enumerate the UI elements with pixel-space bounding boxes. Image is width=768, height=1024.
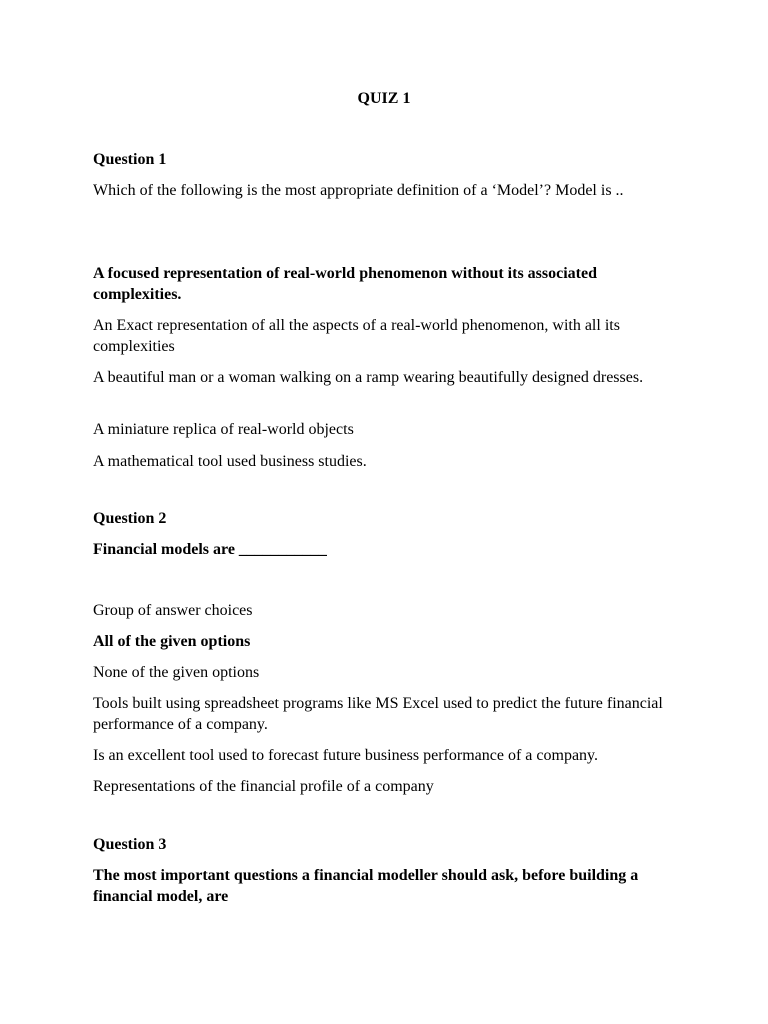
question-2-stem: Financial models are ___________ bbox=[93, 541, 327, 558]
question-3-stem: The most important questions a financial modeller should ask, before building a financial model, are bbox=[93, 867, 639, 905]
quiz-title: QUIZ 1 bbox=[357, 90, 411, 107]
question-2-option-5: Representations of the financial profile of a company bbox=[93, 778, 434, 795]
question-1-option-2: An Exact representation of all the aspects of a real-world phenomenon, with all its complexities bbox=[93, 317, 620, 355]
question-3-heading: Question 3 bbox=[93, 836, 167, 853]
question-1-option-4: A miniature replica of real-world objects bbox=[93, 421, 354, 438]
question-2-group-label: Group of answer choices bbox=[93, 602, 253, 619]
question-1-option-3: A beautiful man or a woman walking on a ramp wearing beautifully designed dresses. bbox=[93, 369, 644, 386]
question-1-stem: Which of the following is the most appropriate definition of a ‘Model’? Model is .. bbox=[93, 182, 624, 199]
question-2-option-1: All of the given options bbox=[93, 633, 251, 650]
question-2-option-4: Is an excellent tool used to forecast future business performance of a company. bbox=[93, 747, 598, 764]
question-2-option-3: Tools built using spreadsheet programs like MS Excel used to predict the future financial performance of a company. bbox=[93, 695, 663, 733]
question-1-option-5: A mathematical tool used business studies. bbox=[93, 453, 367, 470]
question-1-option-1: A focused representation of real-world phenomenon without its associated complexities. bbox=[93, 265, 597, 303]
question-1-heading: Question 1 bbox=[93, 151, 167, 168]
question-2-option-2: None of the given options bbox=[93, 664, 260, 681]
question-2-heading: Question 2 bbox=[93, 510, 167, 527]
